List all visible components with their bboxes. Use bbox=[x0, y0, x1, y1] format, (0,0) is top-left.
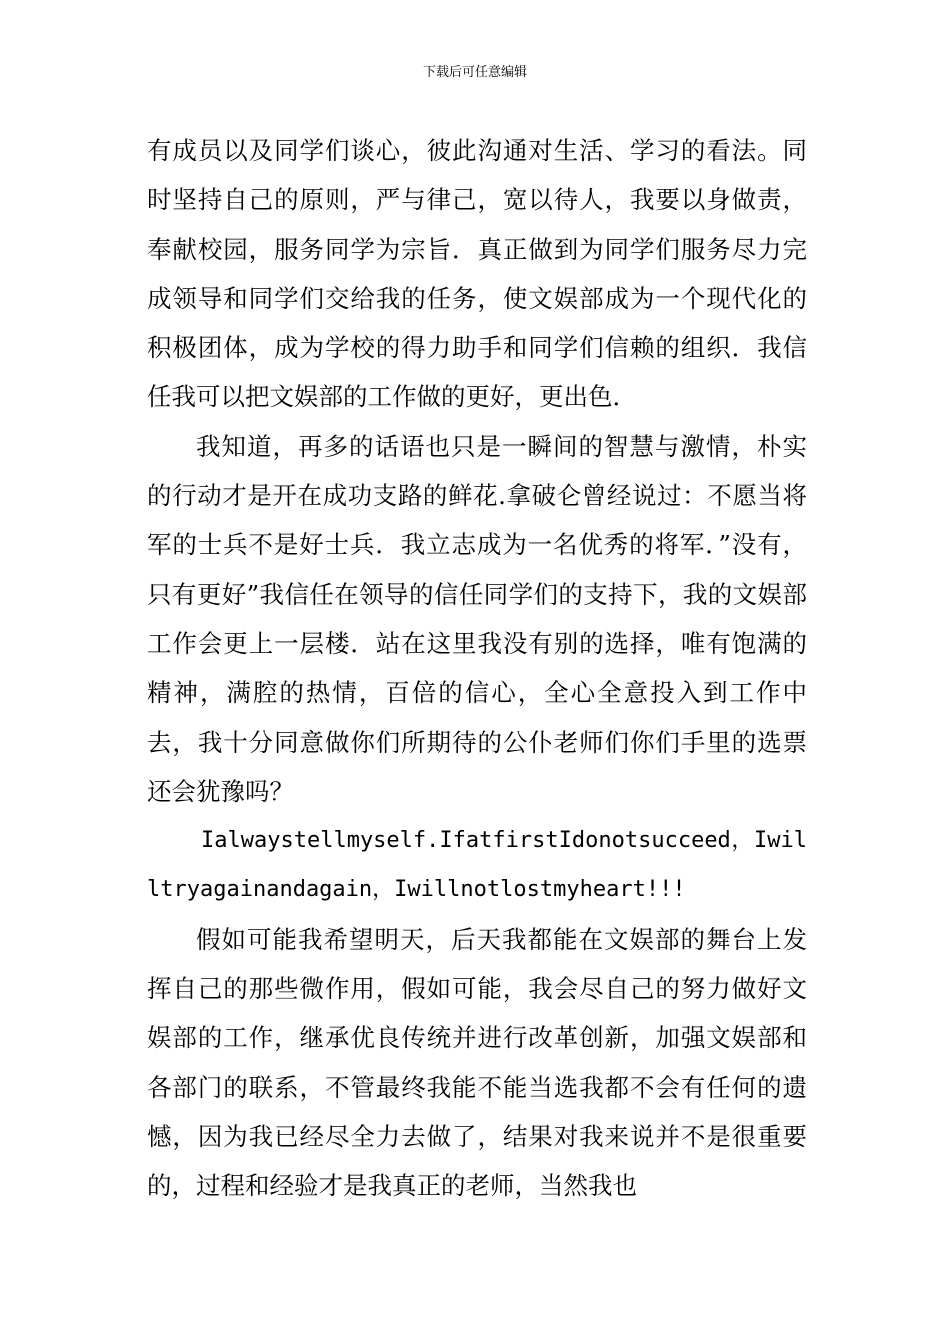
paragraph-closing: 假如可能我希望明天，后天我都能在文娱部的舞台上发挥自己的那些微作用，假如可能，我会尽自己的努力做好文娱部的工作，继承优良传统并进行改革创新，加强文娱部和各部门的联系，不管最终我能不能当选我都不会有任何的遗憾，因为我已经尽全力去做了，结果对我来说并不是很重要的，过程和经验才是我真正的老师，当然我也 bbox=[147, 924, 807, 1201]
paragraph-napoleon-quote: 我知道，再多的话语也只是一瞬间的智慧与激情，朴实的行动才是开在成功支路的鲜花.拿破仑曾经说过：不愿当将军的士兵不是好士兵．我立志成为一名优秀的将军．”没有，只有更好”我信任在领导的信任同学们的支持下，我的文娱部工作会更上一层楼．站在这里我没有别的选择，唯有饱满的精神，满腔的热情，百倍的信心，全心全意投入到工作中去，我十分同意做你们所期待的公仆老师们你们手里的选票还会犹豫吗？ bbox=[147, 431, 807, 806]
document-body bbox=[147, 126, 807, 1211]
paragraph-english-motto: Ialwaystellmyself.IfatfirstIdonotsucceed，Iwilltryagainandagain，Iwillnotlostmyheart!!! bbox=[147, 828, 807, 903]
paragraph-continued: 有成员以及同学们谈心，彼此沟通对生活、学习的看法。同时坚持自己的原则，严与律己，宽以待人，我要以身做责，奉献校园，服务同学为宗旨．真正做到为同学们服务尽力完成领导和同学们交给我的任务，使文娱部成为一个现代化的积极团体，成为学校的得力助手和同学们信赖的组织．我信任我可以把文娱部的工作做的更好，更出色． bbox=[147, 136, 807, 412]
page-header: 下载后可任意编辑 bbox=[422, 65, 527, 80]
